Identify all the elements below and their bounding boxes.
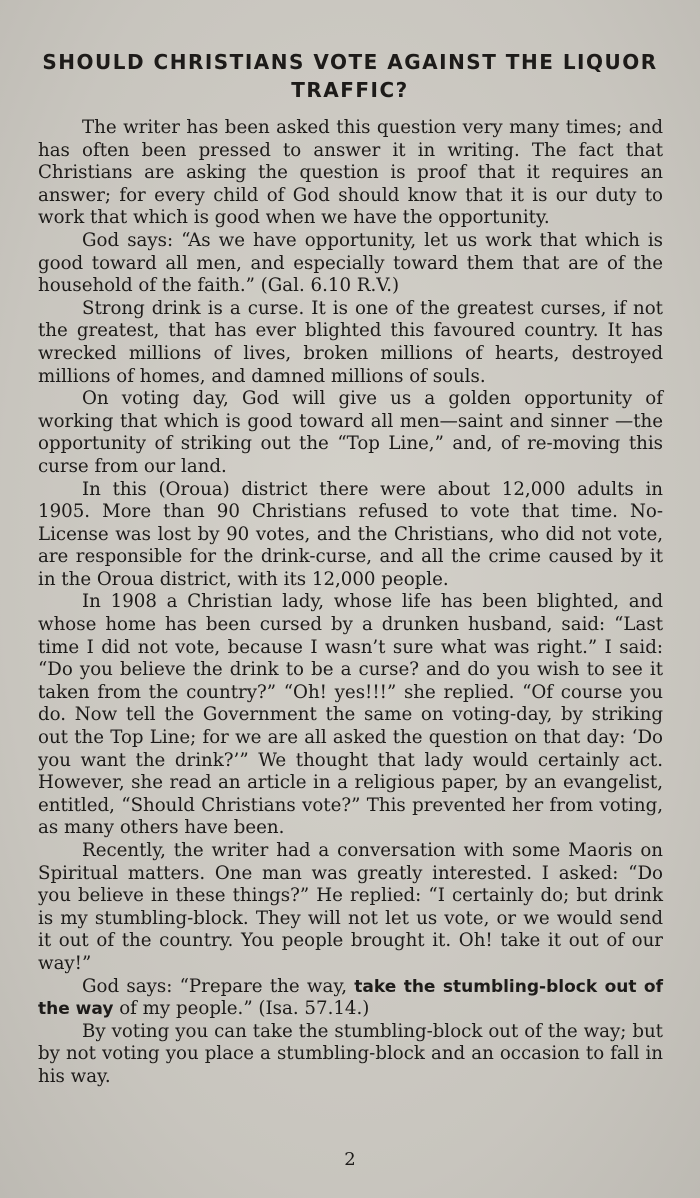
paragraph-8-quote bbox=[38, 976, 663, 1021]
paragraph-7: Recently, the writer had a conversation with some Maoris on Spiritual matters. One man was greatly interested. I asked: “Do you believe in these things?” He replied: “I certainly do; but drink is my stumbling-block. They will not let us vote, or we would send it out of the country. You people brought it. Oh! take it out of our way!” bbox=[38, 840, 663, 974]
paragraph-5: In this (Oroua) district there were about 12,000 adults in 1905. More than 90 Christians refused to vote that time. No-License was lost by 90 votes, and the Christians, who did not vote, are responsible for the drink-curse, and all the crime caused by it in the Oroua district, with its 12,000 people. bbox=[38, 478, 663, 590]
article-body bbox=[38, 117, 663, 1089]
paragraph-6: In 1908 a Christian lady, whose life has been blighted, and whose home has been cursed by a drunken husband, said: “Last time I did not vote, because I wasn’t sure what was right.” I said: “Do you believe the drink to be a curse? and do you wish to see it taken from the country?” “Oh! yes!!!” she replied. “Of course you do. Now tell the Government the same on voting-day, by striking out the Top Line; for we are all asked the question on that day: ‘Do you want the drink?’” We thought that lady would certainly act. However, she read an article in a religious paper, by an evangelist, entitled, “Should Christians vote?” This prevented her from voting, as many others have been. bbox=[38, 591, 663, 839]
quote-before: God says: “Prepare the way, bbox=[82, 975, 355, 997]
paragraph-2: God says: “As we have opportunity, let us work that which is good toward all men, and especially toward them that are of the household of the faith.” (Gal. 6.10 R.V.) bbox=[38, 229, 663, 297]
paragraph-4: On voting day, God will give us a golden opportunity of working that which is good toward all men—saint and sinner —the opportunity of striking out the “Top Line,” and, of re-moving this curse from our land. bbox=[38, 388, 663, 477]
paragraph-3: Strong drink is a curse. It is one of the greatest curses, if not the greatest, that has ever blighted this favoured country. It has wrecked millions of lives, broken millions of hearts, destroyed millions of homes, and damned millions of souls. bbox=[38, 297, 663, 387]
paragraph-1: The writer has been asked this question very many times; and has often been pressed to answer it in writing. The fact that Christians are asking the question is proof that it requires an answer; for every child of God should know that it is our duty to work that which is good when we have the opportunity. bbox=[38, 117, 663, 229]
paragraph-9: By voting you can take the stumbling-block out of the way; but by not voting you place a stumbling-block and an occasion to fall in his way. bbox=[38, 1020, 663, 1087]
page-title: SHOULD CHRISTIANS VOTE AGAINST THE LIQUOR TRAFFIC? bbox=[42, 50, 658, 102]
page-number: 2 bbox=[344, 1149, 356, 1170]
quote-after: of my people.” (Isa. 57.14.) bbox=[113, 998, 370, 1020]
quote-emphasis: take the stumbling-block out of the way bbox=[38, 976, 663, 1020]
